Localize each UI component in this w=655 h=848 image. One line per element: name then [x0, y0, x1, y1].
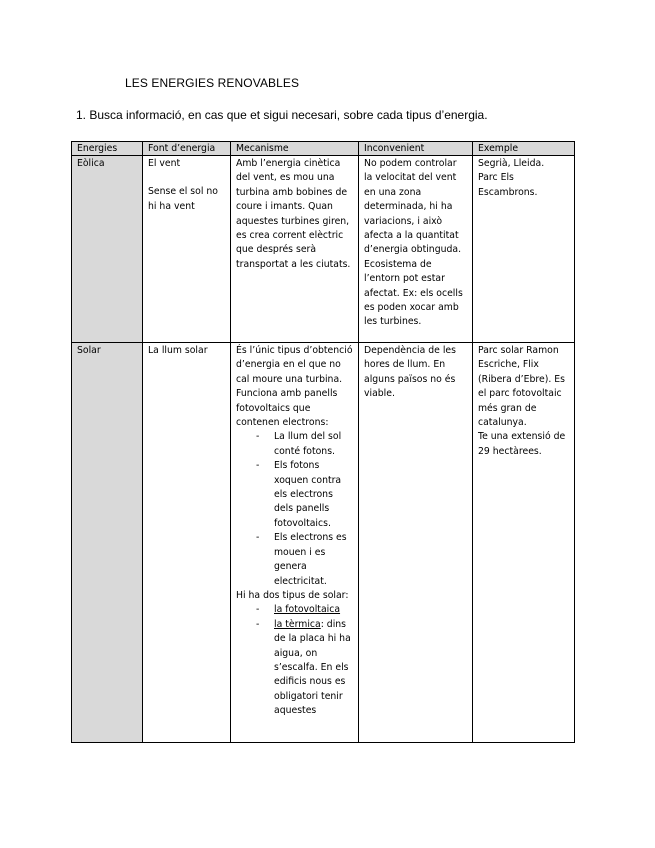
list-item-text: Els fotons xoquen contra els electrons dels panells fotovoltaics.	[274, 460, 342, 529]
cell-spacer	[148, 171, 225, 185]
cell-inconvenient-eolica	[359, 156, 473, 343]
cell-energia-eolica: Eòlica	[72, 156, 143, 343]
cell-mecanisme-solar	[231, 343, 359, 743]
cell-font-solar: La llum solar	[143, 343, 231, 743]
list-item	[236, 603, 353, 617]
table-row-solar	[72, 343, 575, 743]
tipus-termica-desc: : dins de la placa hi ha aigua, on s’escalfa. En els edificis nous es obligatori tenir aquestes	[274, 618, 351, 717]
cell-exemple-eolica	[473, 156, 575, 343]
header-font-energia: Font d’energia	[143, 142, 231, 156]
mecanisme-solar-intro: És l’únic tipus d’obtenció d’energia en el que no cal moure una turbina.	[236, 345, 353, 385]
list-item	[236, 531, 353, 589]
font-eolica-2: Sense el sol no hi ha vent	[148, 186, 218, 212]
photon-steps-list	[236, 430, 353, 588]
cell-inconvenient-solar: Dependència de les hores de llum. En alguns països no és viable.	[359, 343, 473, 743]
dash-bullet: -	[256, 431, 260, 443]
list-item	[236, 459, 353, 531]
dash-bullet: -	[256, 618, 260, 630]
dash-bullet: -	[256, 532, 260, 544]
tipus-fotovoltaica: la fotovoltaica	[274, 604, 341, 616]
tipus-solar-intro: Hi ha dos tipus de solar:	[236, 589, 349, 601]
dash-bullet: -	[256, 604, 260, 616]
header-energies: Energies	[72, 142, 143, 156]
cell-font-eolica	[143, 156, 231, 343]
header-exemple: Exemple	[473, 142, 575, 156]
exemple-solar-2: Te una extensió de 29 hectàrees.	[478, 431, 566, 457]
dash-bullet: -	[256, 460, 260, 472]
font-eolica-1: El vent	[148, 158, 181, 169]
document-title: LES ENERGIES RENOVABLES	[125, 76, 300, 90]
header-mecanisme: Mecanisme	[231, 142, 359, 156]
header-inconvenient: Inconvenient	[359, 142, 473, 156]
inconvenient-eolica-2: Ecosistema de l’entorn pot estar afectat. Ex: els ocells es poden xocar amb les turbines.	[364, 258, 463, 328]
cell-energia-solar: Solar	[72, 343, 143, 743]
list-item	[236, 430, 353, 459]
question-text: 1. Busca informació, en cas que et sigui necesari, sobre cada tipus d’energia.	[76, 108, 488, 122]
exemple-solar-1: Parc solar Ramon Escriche, Flix (Ribera d’Ebre). Es el parc fotovoltaic més gran de catalunya.	[478, 345, 565, 429]
exemple-eolica-2: Parc Els Escambrons.	[478, 172, 538, 198]
table-header-row	[72, 142, 575, 156]
list-item-text: La llum del sol conté fotons.	[274, 431, 342, 457]
mecanisme-solar-panells: Funciona amb panells fotovoltaics que contenen electrons:	[236, 388, 338, 429]
inconvenient-eolica-1: No podem controlar la velocitat del vent en una zona determinada, hi ha variacions, i això afecta a la quantitat d’energia obtinguda.	[364, 158, 462, 256]
energies-table	[71, 141, 575, 743]
solar-types-list	[236, 603, 353, 718]
exemple-eolica-1: Segrià, Lleida.	[478, 158, 545, 169]
table-row-eolica	[72, 156, 575, 343]
tipus-termica: la tèrmica	[274, 618, 321, 630]
cell-exemple-solar	[473, 343, 575, 743]
cell-mecanisme-eolica: Amb l’energia cinètica del vent, es mou una turbina amb bobines de coure i imants. Quan aquestes turbines giren, es crea corrent elèctric que després serà transportat a les ciutats.	[231, 156, 359, 343]
list-item	[236, 618, 353, 719]
list-item-text: Els electrons es mouen i es genera electricitat.	[274, 532, 347, 587]
